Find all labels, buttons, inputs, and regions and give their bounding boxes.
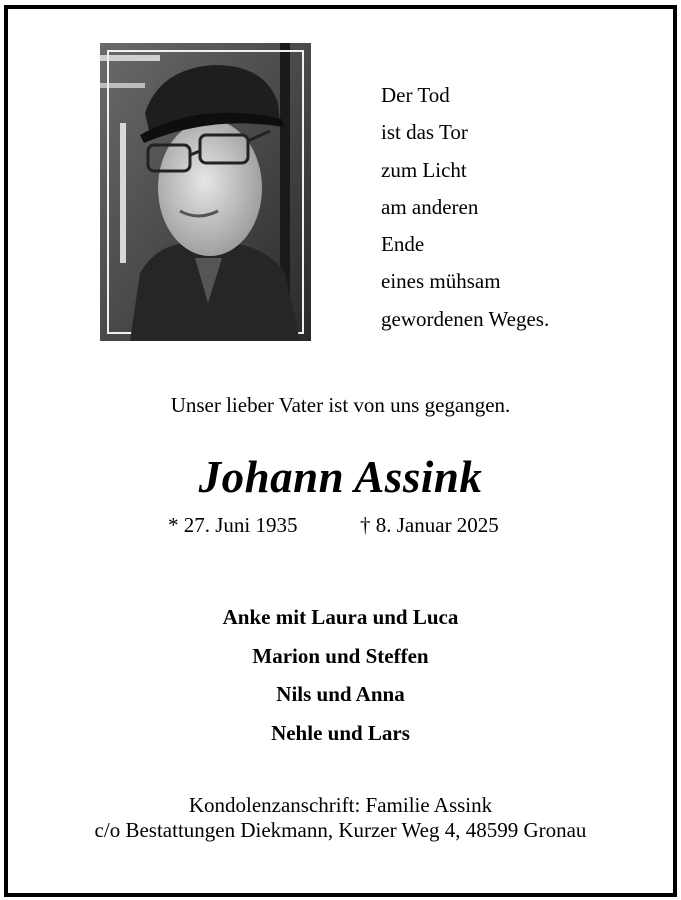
poem	[381, 77, 549, 338]
family-line: Anke mit Laura und Luca	[222, 605, 459, 629]
condolence-line-1: Kondolenzanschrift: Familie Assink	[188, 793, 493, 817]
poem-line: Ende	[381, 232, 425, 257]
intro-text: Unser lieber Vater ist von uns gegangen.	[170, 393, 511, 417]
portrait-photo	[100, 43, 311, 341]
family-list	[8, 598, 673, 752]
poem-line: am anderen	[381, 194, 479, 219]
family-line: Nehle und Lars	[271, 720, 410, 745]
poem-line: Der Tod	[381, 83, 450, 107]
death-date: † 8. Januar 2025	[360, 513, 499, 537]
poem-line: gewordenen Weges.	[381, 306, 550, 331]
birth-date: * 27. Juni 1935	[168, 513, 298, 537]
poem-line: eines mühsam	[381, 269, 501, 294]
poem-line: zum Licht	[381, 157, 467, 182]
condolence-address	[8, 793, 673, 843]
portrait-photo-icon	[100, 43, 311, 341]
family-line: Marion und Steffen	[252, 643, 429, 668]
condolence-line-2: c/o Bestattungen Diekmann, Kurzer Weg 4, 48599 Gronau	[94, 818, 587, 842]
deceased-name: Johann Assink	[198, 452, 483, 502]
family-line: Nils und Anna	[276, 682, 405, 706]
obituary-frame	[4, 5, 677, 897]
poem-line: ist das Tor	[381, 120, 468, 145]
